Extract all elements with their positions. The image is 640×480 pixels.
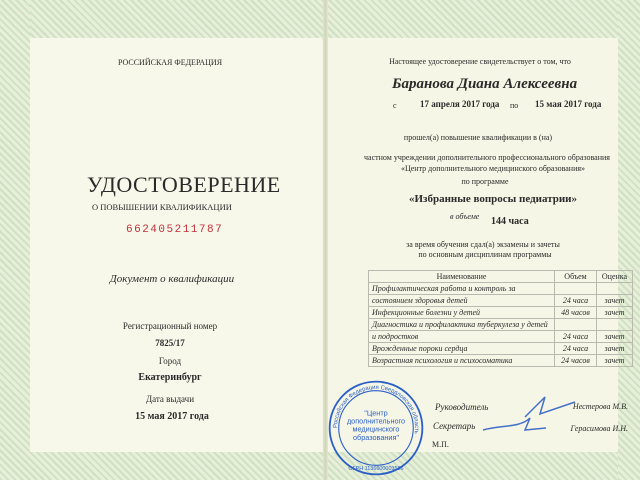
table-row — [369, 295, 633, 307]
issue-date: 15 мая 2017 года — [135, 411, 209, 422]
doc-type: Документ о квалификации — [109, 273, 235, 285]
discipline-volume: 48 часов — [555, 307, 597, 319]
organization-line2: «Центр дополнительного медицинского образования» — [400, 164, 586, 173]
serial-number: 662405211787 — [126, 224, 224, 236]
city-label: Город — [158, 356, 182, 366]
discipline-grade: зачет — [597, 295, 633, 307]
left-page — [30, 38, 322, 452]
discipline-volume — [555, 319, 597, 331]
discipline-name: состоянием здоровья детей — [369, 295, 555, 307]
issue-date-label: Дата выдачи — [145, 394, 195, 404]
to-date: 15 мая 2017 года — [535, 99, 602, 109]
discipline-name: Диагностика и профилактика туберкулеза у детей — [369, 319, 555, 331]
reg-number: 7825/17 — [155, 338, 185, 348]
table-row — [369, 283, 633, 295]
guilloche-border-bottom — [0, 452, 640, 480]
discipline-name: Профилактическая работа и контроль за — [369, 283, 555, 295]
table-row — [369, 307, 633, 319]
table-row — [369, 343, 633, 355]
header-grade: Оценка — [597, 271, 633, 283]
discipline-name: Врожденные пороки сердца — [369, 343, 555, 355]
discipline-volume: 24 часов — [555, 355, 597, 367]
head-name: Нестерова М.В. — [572, 402, 628, 411]
discipline-volume: 24 часа — [555, 343, 597, 355]
discipline-grade: зачет — [597, 343, 633, 355]
secretary-signature — [480, 410, 550, 435]
discipline-volume: 24 часа — [555, 295, 597, 307]
from-date: 17 апреля 2017 года — [420, 99, 500, 109]
volume-label: в объеме — [450, 212, 480, 221]
discipline-grade — [597, 319, 633, 331]
header-volume: Объем — [555, 271, 597, 283]
discipline-grade: зачет — [597, 331, 633, 343]
guilloche-border-top — [0, 0, 640, 40]
head-label: Руководитель — [435, 402, 489, 412]
stamp-mp: М.П. — [432, 440, 449, 449]
header-name: Наименование — [369, 271, 555, 283]
discipline-grade: зачет — [597, 355, 633, 367]
passed-text: прошел(а) повышение квалификации в (на) — [403, 133, 553, 142]
organization-line1: частном учреждении дополнительного профессионального образования — [364, 153, 610, 162]
reg-label: Регистрационный номер — [122, 321, 218, 331]
city-value: Екатеринбург — [138, 372, 202, 383]
table-header — [369, 271, 633, 283]
to-label: по — [510, 101, 519, 110]
program-name: «Избранные вопросы педиатрии» — [408, 193, 578, 205]
discipline-volume: 24 часа — [555, 331, 597, 343]
document-subtitle: О ПОВЫШЕНИИ КВАЛИФИКАЦИИ — [92, 202, 232, 212]
table-row — [369, 331, 633, 343]
document-title: УДОСТОВЕРЕНИЕ — [87, 172, 281, 197]
country-label: РОССИЙСКАЯ ФЕДЕРАЦИЯ — [117, 58, 223, 67]
discipline-volume — [555, 283, 597, 295]
from-label: с — [393, 101, 397, 110]
stamp-ring-text: Российская Федерация Свердловская область — [332, 384, 420, 435]
intro-text: Настоящее удостоверение свидетельствует о том, что — [389, 57, 571, 66]
table-row — [369, 355, 633, 367]
official-stamp — [326, 378, 426, 478]
discipline-grade — [597, 283, 633, 295]
discipline-name: Инфекционные болезни у детей — [369, 307, 555, 319]
discipline-name: Возрастная психология и психосоматика — [369, 355, 555, 367]
discipline-grade: зачет — [597, 307, 633, 319]
holder-name: Баранова Диана Алексеевна — [392, 76, 578, 92]
program-label: по программе — [461, 177, 509, 186]
secretary-name: Герасимова И.Н. — [570, 424, 628, 433]
exams-line1: за время обучения сдал(а) экзамены и зачеты — [406, 240, 560, 249]
secretary-label: Секретарь — [433, 421, 476, 431]
guilloche-border-left — [0, 0, 30, 480]
table-row — [369, 319, 633, 331]
exams-line2: по основным дисциплинам программы — [418, 250, 552, 259]
volume-value: 144 часа — [491, 216, 529, 227]
disciplines-table — [368, 270, 633, 367]
stamp-ogrn: ОГРН 1136600003586 — [348, 465, 404, 472]
stamp-center-text: "Центр дополнительного медицинского образования" — [346, 408, 406, 442]
discipline-name: и подростков — [369, 331, 555, 343]
